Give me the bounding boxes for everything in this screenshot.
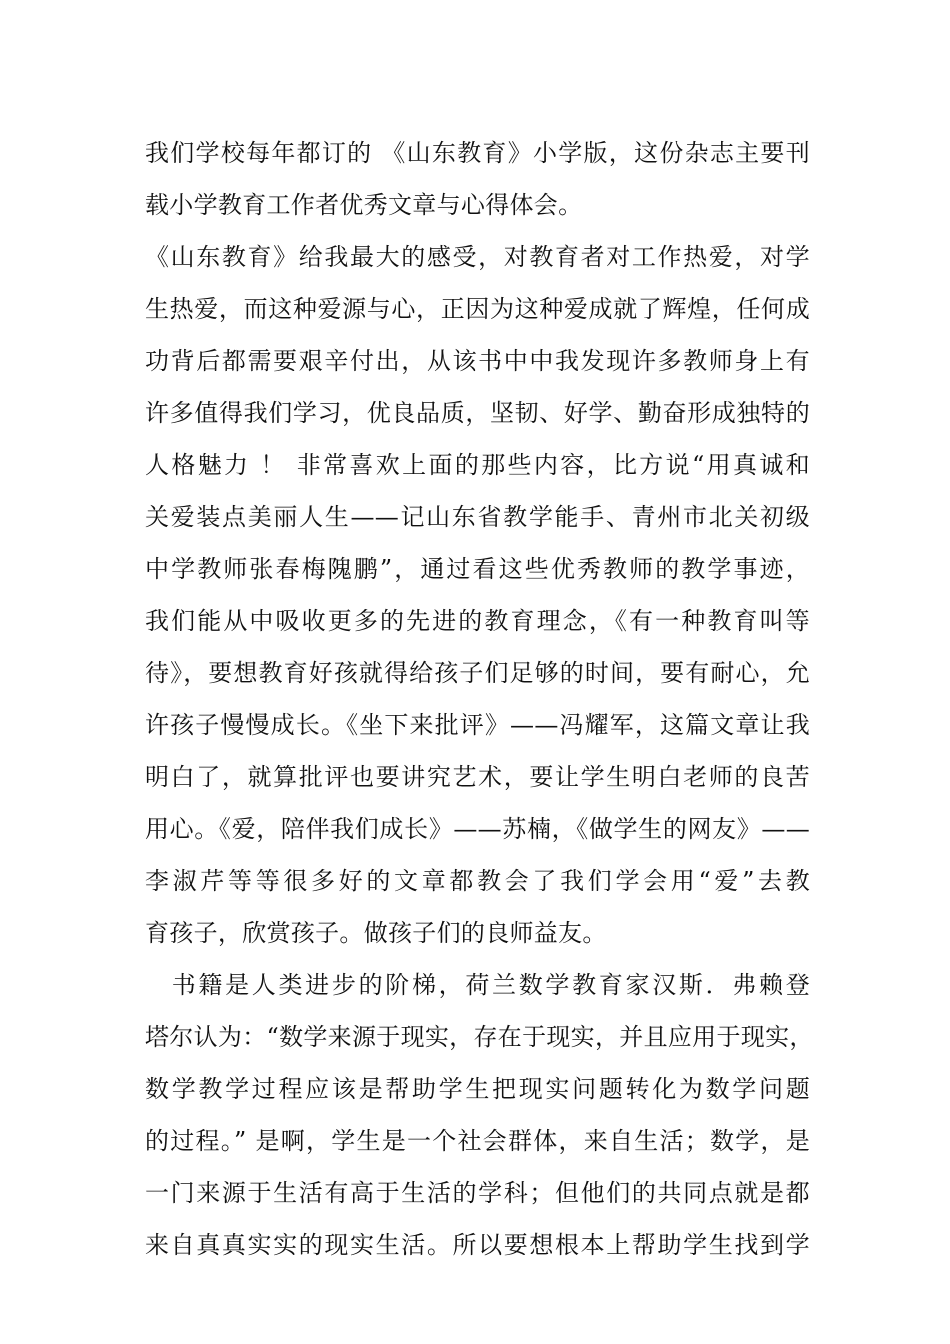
- text-line: 育孩子，欣赏孩子。做孩子们的良师益友。: [145, 919, 607, 947]
- text-line: 塔尔认为：“数学来源于现实，存在于现实，并且应用于现实，: [145, 1023, 814, 1051]
- text-line: 关爱装点美丽人生——记山东省教学能手、青州市北关初级: [145, 503, 810, 531]
- text-line: 的过程。” 是啊，学生是一个社会群体，来自生活；数学，是: [145, 1127, 810, 1155]
- text-line: 来自真真实实的现实生活。所以要想根本上帮助学生找到学: [145, 1231, 810, 1259]
- text-line: 人格魅力 ！ 非常喜欢上面的那些内容，比方说“用真诚和: [145, 451, 810, 479]
- text-line: 一门来源于生活有高于生活的学科；但他们的共同点就是都: [145, 1179, 810, 1207]
- text-line: 李淑芹等等很多好的文章都教会了我们学会用“爱”去教: [145, 867, 810, 895]
- text-line: 我们能从中吸收更多的先进的教育理念，《有一种教育叫等: [145, 607, 810, 635]
- text-line: 许多值得我们学习，优良品质，坚韧、好学、勤奋形成独特的: [145, 399, 810, 427]
- text-line: 明白了，就算批评也要讲究艺术，要让学生明白老师的良苦: [145, 763, 810, 791]
- text-line: 我们学校每年都订的 《山东教育》小学版，这份杂志主要刊: [145, 139, 810, 167]
- text-line: 生热爱，而这种爱源与心，正因为这种爱成就了辉煌，任何成: [145, 295, 810, 323]
- text-line: 《山东教育》给我最大的感受，对教育者对工作热爱，对学: [145, 243, 810, 271]
- text-line: 数学教学过程应该是帮助学生把现实问题转化为数学问题: [145, 1075, 810, 1103]
- text-line: 许孩子慢慢成长。《坐下来批评》——冯耀军，这篇文章让我: [145, 711, 810, 739]
- text-line: 中学教师张春梅隗鹏”，通过看这些优秀教师的教学事迹，: [145, 555, 810, 583]
- text-line: 载小学教育工作者优秀文章与心得体会。: [145, 191, 583, 219]
- text-line: 功背后都需要艰辛付出，从该书中中我发现许多教师身上有: [145, 347, 810, 375]
- text-line: 待》，要想教育好孩就得给孩子们足够的时间，要有耐心，允: [145, 659, 810, 687]
- text-line: 书籍是人类进步的阶梯，荷兰数学教育家汉斯．弗赖登: [145, 971, 810, 999]
- text-line: 用心。《爱，陪伴我们成长》——苏楠，《做学生的网友》——: [145, 815, 810, 843]
- body-text: [145, 127, 814, 1271]
